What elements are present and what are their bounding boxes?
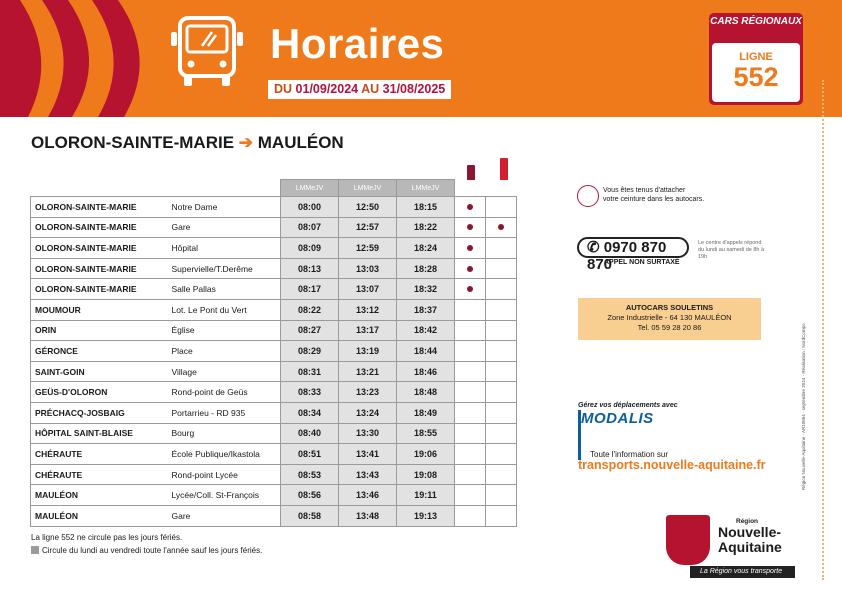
stop-city: OLORON-SAINTE-MARIE	[31, 238, 168, 259]
route-destination: MAULÉON	[257, 133, 344, 152]
pmr-cell	[455, 217, 486, 238]
pmr-cell	[455, 258, 486, 279]
stop-city: OLORON-SAINTE-MARIE	[31, 197, 168, 218]
timetable-header	[31, 180, 517, 197]
table-row	[31, 320, 517, 341]
phone-number-text: 0970 870 870	[587, 239, 667, 273]
departure-time: 13:48	[339, 505, 397, 526]
departure-time: 13:30	[339, 423, 397, 444]
column-header: LMMeJV	[281, 180, 339, 197]
info-text: Toute l'information sur	[590, 450, 669, 459]
call-center-line1: Le centre d'appels répond	[698, 240, 762, 246]
pmr-column-header	[455, 180, 486, 197]
pmr-cell	[455, 279, 486, 300]
departure-time: 19:13	[397, 505, 455, 526]
region-name-line2: Aquitaine	[718, 539, 782, 555]
departure-time: 08:33	[281, 382, 339, 403]
departure-time: 08:53	[281, 464, 339, 485]
pmr-cell	[455, 485, 486, 506]
departure-time: 18:55	[397, 423, 455, 444]
stop-name: Gare	[168, 505, 281, 526]
stop-name: Notre Dame	[168, 197, 281, 218]
stop-city: GEÜS-D'OLORON	[31, 382, 168, 403]
pmr-cell	[455, 197, 486, 218]
print-credit: Région Nouvelle-Aquitaine - AR10864 - septembre 2024 - Réalisation : NordCompo	[801, 323, 806, 490]
departure-time: 18:48	[397, 382, 455, 403]
pmr-cell	[455, 464, 486, 485]
table-row	[31, 217, 517, 238]
stop-name: Lycée/Coll. St-François	[168, 485, 281, 506]
call-center-line2: du lundi au samedi de 8h à 19h	[698, 247, 765, 260]
modalis-caption: Gérez vos déplacements avec	[578, 402, 678, 409]
departure-time: 13:23	[339, 382, 397, 403]
dates-prefix: DU	[274, 82, 293, 96]
page-title: Horaires	[270, 20, 445, 67]
arrow-right-icon: ➔	[238, 133, 254, 152]
pmr-bullet	[467, 245, 473, 251]
departure-time: 13:07	[339, 279, 397, 300]
stop-city: ORIN	[31, 320, 168, 341]
velo-cell	[486, 217, 517, 238]
departure-time: 18:49	[397, 402, 455, 423]
pmr-cell	[455, 402, 486, 423]
departure-time: 18:32	[397, 279, 455, 300]
departure-time: 08:31	[281, 361, 339, 382]
stop-city: SAINT-GOIN	[31, 361, 168, 382]
pmr-cell	[455, 361, 486, 382]
velo-column-header	[486, 180, 517, 197]
departure-time: 08:27	[281, 320, 339, 341]
velo-cell	[486, 402, 517, 423]
stop-name: Place	[168, 341, 281, 362]
pmr-bullet	[467, 204, 473, 210]
pmr-cell	[455, 444, 486, 465]
departure-time: 18:42	[397, 320, 455, 341]
departure-time: 19:11	[397, 485, 455, 506]
velo-cell	[486, 299, 517, 320]
table-row	[31, 423, 517, 444]
stop-city: PRÉCHACQ-JOSBAIG	[31, 402, 168, 423]
stop-name: Bourg	[168, 423, 281, 444]
stop-name: Hôpital	[168, 238, 281, 259]
timetable	[30, 179, 517, 527]
region-name	[718, 525, 782, 555]
velo-cell	[486, 361, 517, 382]
departure-time: 12:59	[339, 238, 397, 259]
stop-name: Supervielle/T.Derême	[168, 258, 281, 279]
departure-time: 18:46	[397, 361, 455, 382]
velo-cell	[486, 423, 517, 444]
departure-time: 08:07	[281, 217, 339, 238]
legend-text: Circule du lundi au vendredi toute l'année sauf les jours fériés.	[42, 546, 263, 555]
agency-tel: Tel. 05 59 28 20 86	[637, 323, 702, 332]
velo-cell	[486, 320, 517, 341]
table-row	[31, 279, 517, 300]
stop-city: OLORON-SAINTE-MARIE	[31, 258, 168, 279]
line-badge	[709, 13, 803, 105]
pmr-cell	[455, 505, 486, 526]
stop-city: MAULÉON	[31, 485, 168, 506]
route-origin: OLORON-SAINTE-MARIE	[31, 133, 235, 152]
stop-city: CHÉRAUTE	[31, 464, 168, 485]
network-label: CARS RÉGIONAUX	[710, 16, 802, 27]
stop-name: Portarrieu - RD 935	[168, 402, 281, 423]
table-row	[31, 197, 517, 218]
departure-time: 13:41	[339, 444, 397, 465]
departure-time: 13:21	[339, 361, 397, 382]
velo-cell	[486, 258, 517, 279]
table-row	[31, 238, 517, 259]
table-row	[31, 382, 517, 403]
seatbelt-icon	[577, 185, 599, 207]
departure-time: 08:58	[281, 505, 339, 526]
velo-bullet	[498, 224, 504, 230]
region-name-line1: Nouvelle-	[718, 524, 782, 540]
pmr-cell	[455, 341, 486, 362]
departure-time: 08:56	[281, 485, 339, 506]
stop-city: GÉRONCE	[31, 341, 168, 362]
table-row	[31, 258, 517, 279]
departure-time: 18:37	[397, 299, 455, 320]
pmr-bullet	[467, 286, 473, 292]
departure-time: 08:13	[281, 258, 339, 279]
line-number-box	[712, 43, 800, 102]
dates-mid: AU	[361, 82, 380, 96]
departure-time: 08:34	[281, 402, 339, 423]
table-row	[31, 402, 517, 423]
departure-time: 18:24	[397, 238, 455, 259]
departure-time: 12:50	[339, 197, 397, 218]
bus-icon	[168, 14, 248, 92]
agency-address: Zone Industrielle - 64 130 MAULÉON	[607, 313, 732, 322]
velo-cell	[486, 464, 517, 485]
velo-cell	[486, 341, 517, 362]
validity-dates	[268, 80, 451, 99]
departure-time: 08:00	[281, 197, 339, 218]
no-surcharge-label: APPEL NON SURTAXÉ	[604, 259, 680, 266]
departure-time: 08:51	[281, 444, 339, 465]
agency-name: AUTOCARS SOULETINS	[625, 303, 714, 312]
departure-time: 18:44	[397, 341, 455, 362]
departure-time: 08:40	[281, 423, 339, 444]
website-link[interactable]: transports.nouvelle-aquitaine.fr	[578, 458, 766, 472]
departure-time: 18:15	[397, 197, 455, 218]
departure-time: 08:29	[281, 341, 339, 362]
departure-time: 13:03	[339, 258, 397, 279]
stop-name: Gare	[168, 217, 281, 238]
stop-city: OLORON-SAINTE-MARIE	[31, 217, 168, 238]
velo-cell	[486, 505, 517, 526]
velo-cell	[486, 485, 517, 506]
departure-time: 13:12	[339, 299, 397, 320]
table-row	[31, 444, 517, 465]
departure-time: 18:28	[397, 258, 455, 279]
line-number: 552	[733, 62, 779, 92]
stop-city: MAULÉON	[31, 505, 168, 526]
header-banner	[0, 0, 842, 117]
departure-time: 18:22	[397, 217, 455, 238]
table-row	[31, 299, 517, 320]
region-small-label: Région	[736, 518, 759, 525]
line-label: LIGNE	[739, 51, 773, 63]
departure-time: 13:46	[339, 485, 397, 506]
legend-note	[31, 546, 262, 555]
velo-cell	[486, 238, 517, 259]
pmr-bullet	[467, 224, 473, 230]
stop-name: Rond-point Lycée	[168, 464, 281, 485]
departure-time: 08:17	[281, 279, 339, 300]
pmr-cell	[455, 320, 486, 341]
table-row	[31, 464, 517, 485]
region-shield-icon	[666, 515, 710, 565]
phone-icon: ✆	[587, 239, 600, 256]
velo-cell	[486, 197, 517, 218]
stop-city: OLORON-SAINTE-MARIE	[31, 279, 168, 300]
stop-name: École Publique/Ikastola	[168, 444, 281, 465]
start-date: 01/09/2024	[295, 82, 359, 96]
column-header: LMMeJV	[339, 180, 397, 197]
pmr-cell	[455, 382, 486, 403]
departure-time: 13:19	[339, 341, 397, 362]
velo-cell	[486, 279, 517, 300]
stop-name: Lot. Le Pont du Vert	[168, 299, 281, 320]
departure-time: 12:57	[339, 217, 397, 238]
departure-time: 19:08	[397, 464, 455, 485]
agency-box	[578, 298, 761, 340]
region-tagline: La Région vous transporte	[690, 566, 795, 578]
column-header: LMMeJV	[397, 180, 455, 197]
departure-time: 19:06	[397, 444, 455, 465]
decorative-stripes	[0, 0, 160, 117]
dotted-divider	[822, 80, 826, 580]
pmr-cell	[455, 423, 486, 444]
stop-city: MOUMOUR	[31, 299, 168, 320]
belt-line1: Vous êtes tenus d'attacher	[603, 187, 686, 194]
stop-name: Salle Pallas	[168, 279, 281, 300]
modalis-logo: MODALIS	[581, 410, 654, 427]
region-logo	[666, 515, 799, 580]
table-row	[31, 341, 517, 362]
table-row	[31, 485, 517, 506]
table-row	[31, 505, 517, 526]
stop-city: HÔPITAL SAINT-BLAISE	[31, 423, 168, 444]
stop-name: Église	[168, 320, 281, 341]
table-row	[31, 361, 517, 382]
departure-time: 08:09	[281, 238, 339, 259]
belt-line2: votre ceinture dans les autocars.	[603, 196, 705, 203]
holiday-note: La ligne 552 ne circule pas les jours fériés.	[31, 533, 183, 542]
route-heading	[31, 133, 344, 153]
pmr-cell	[455, 299, 486, 320]
legend-swatch	[31, 546, 39, 554]
pmr-bullet	[467, 266, 473, 272]
end-date: 31/08/2025	[382, 82, 446, 96]
departure-time: 13:43	[339, 464, 397, 485]
departure-time: 13:17	[339, 320, 397, 341]
velo-cell	[486, 382, 517, 403]
header-blank	[31, 180, 281, 197]
seatbelt-notice	[603, 186, 733, 204]
stop-name: Village	[168, 361, 281, 382]
stop-name: Rond-point de Geüs	[168, 382, 281, 403]
call-center-hours	[698, 240, 766, 261]
velo-cell	[486, 444, 517, 465]
stop-city: CHÉRAUTE	[31, 444, 168, 465]
departure-time: 08:22	[281, 299, 339, 320]
pmr-cell	[455, 238, 486, 259]
departure-time: 13:24	[339, 402, 397, 423]
